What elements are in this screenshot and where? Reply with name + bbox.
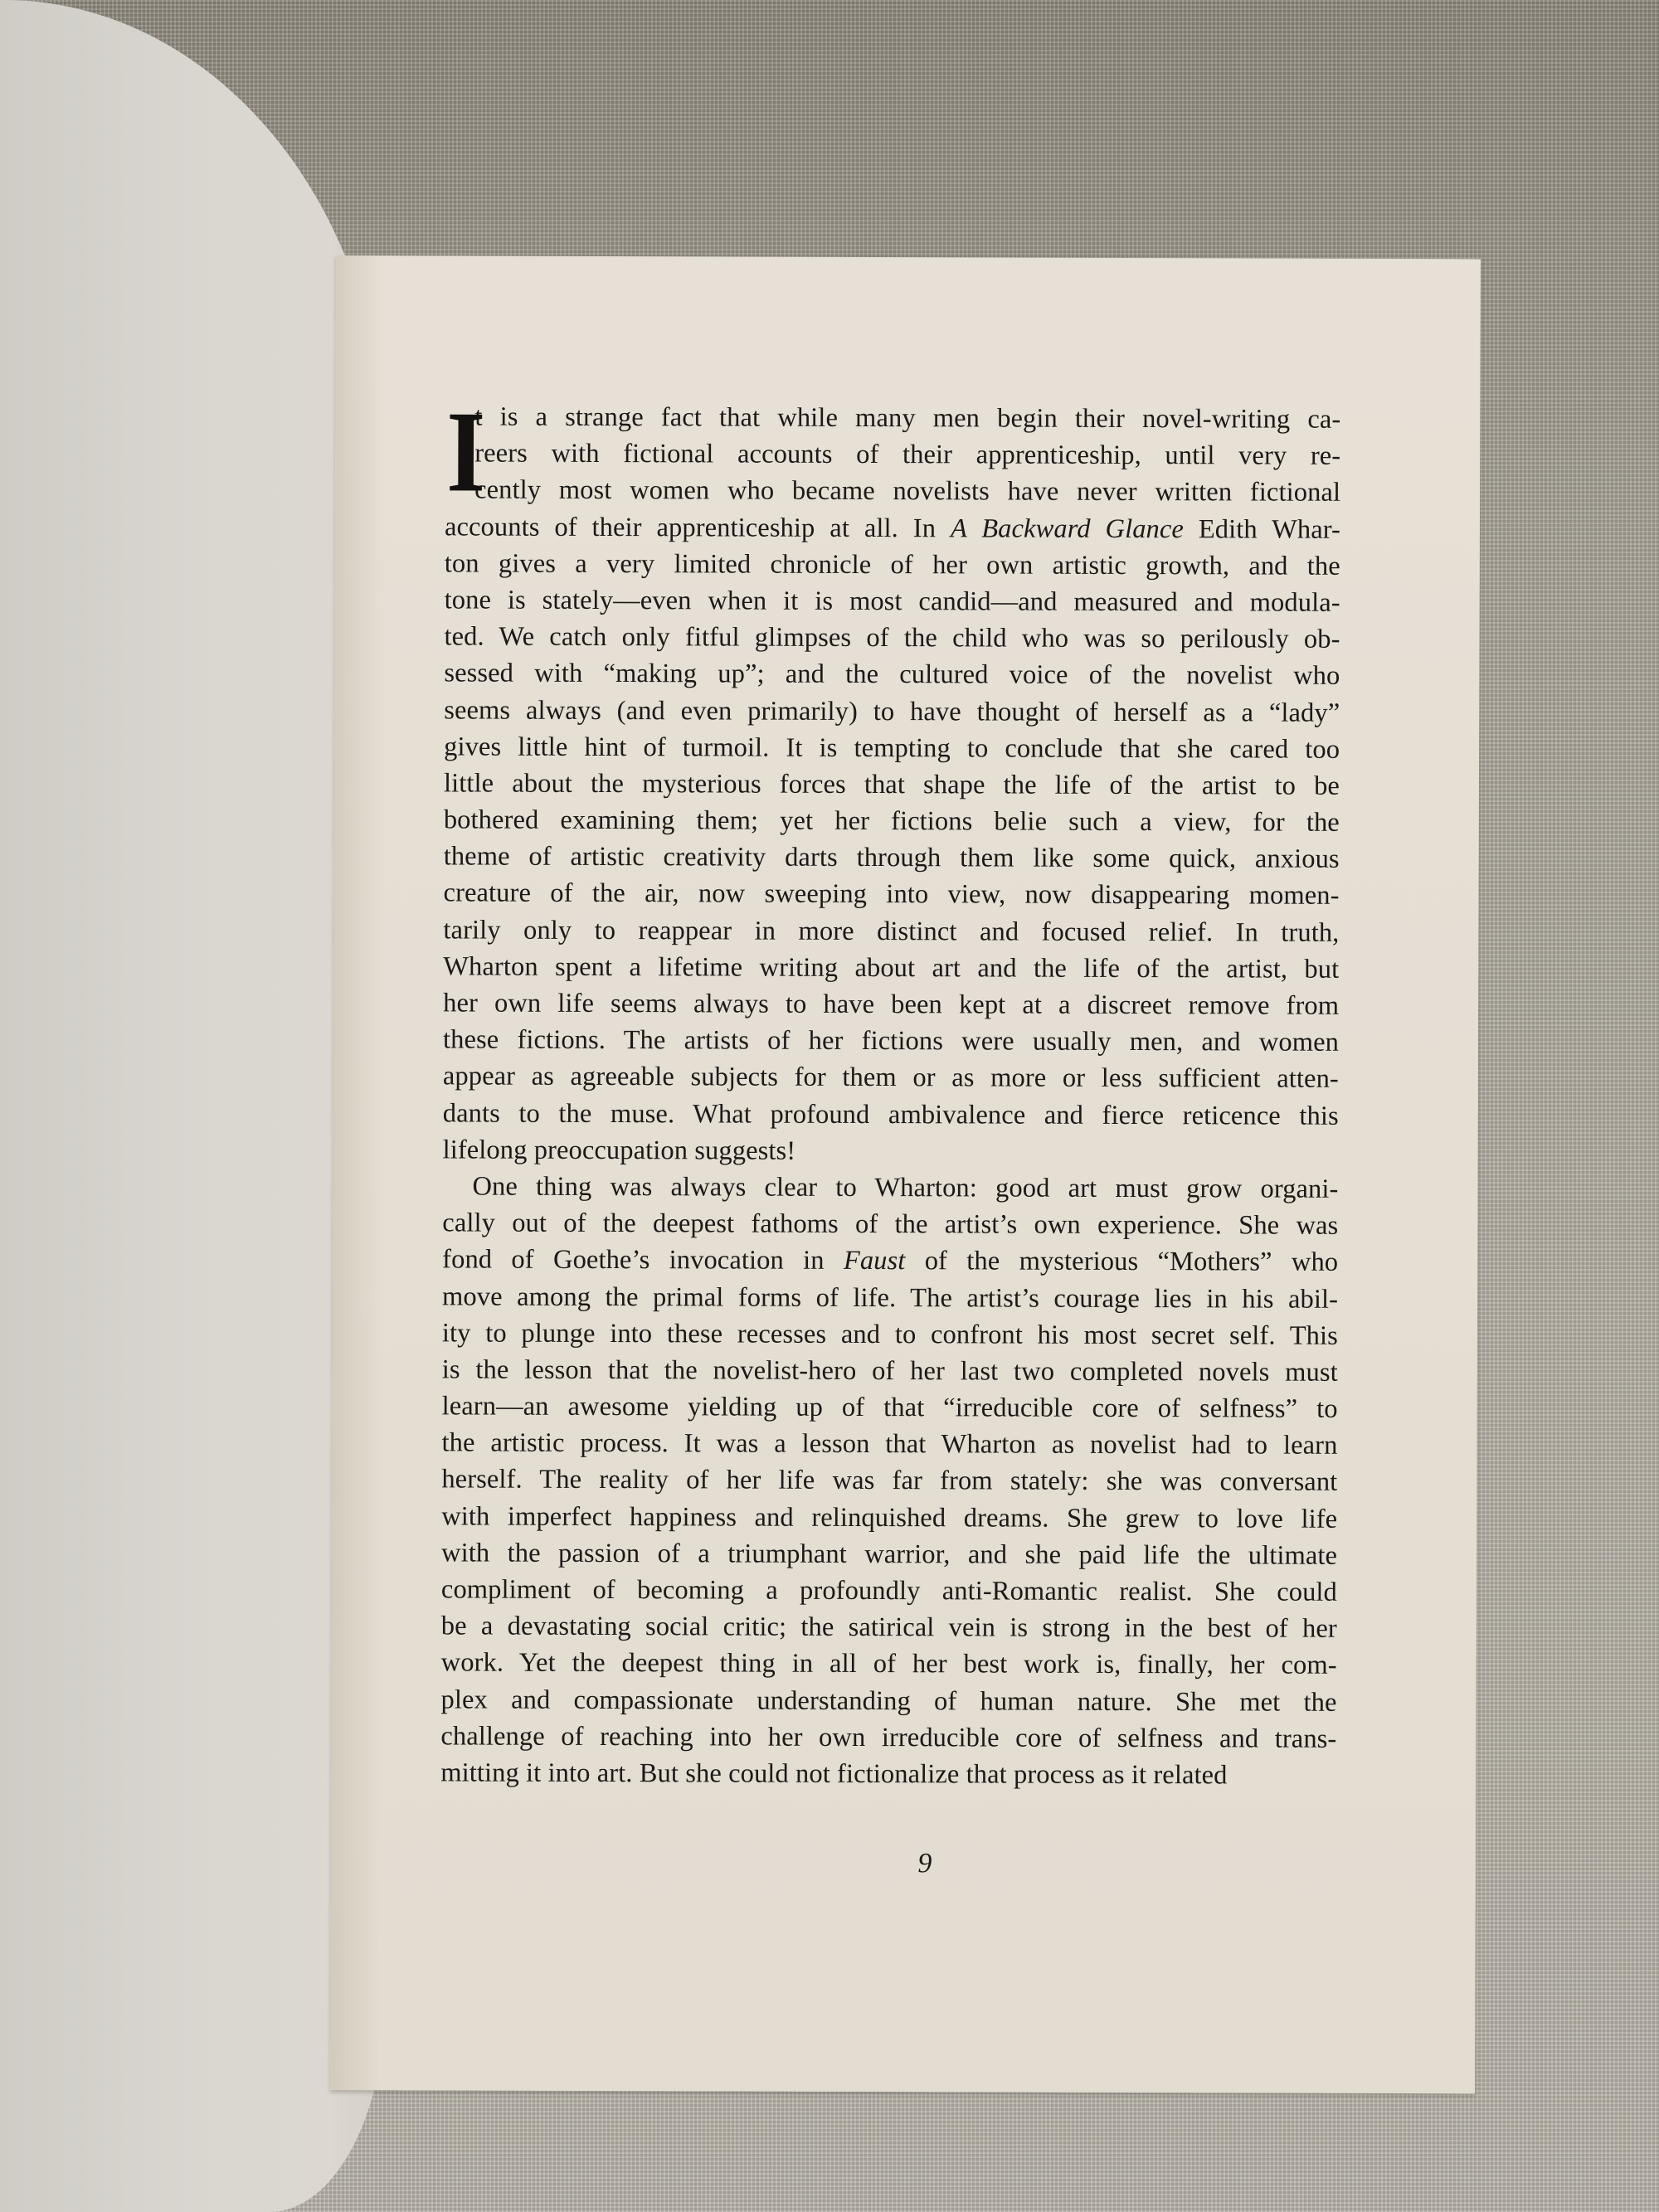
text-line: work. Yet the deepest thing in all of her best work is, finally, her com- (440, 1647, 1337, 1681)
text-line: be a devastating social critic; the satirical vein is strong in the best of her (440, 1611, 1337, 1644)
text-line: gives little hint of turmoil. It is tempting to conclude that she cared too (444, 732, 1340, 765)
paragraphs (440, 387, 1341, 1794)
text-line: these fictions. The artists of her fictions were usually men, and women (442, 1024, 1340, 1057)
text-line: cently most women who became novelists have never written fictional (474, 474, 1341, 508)
text-line: Wharton spent a lifetime writing about art and the life of the artist, but (443, 951, 1340, 984)
text-line: tone is stately—even when it is most candid—and measured and modula- (444, 585, 1340, 618)
text-line: tarily only to reappear in more distinct and focused relief. In truth, (443, 915, 1340, 948)
text-line: her own life seems always to have been kept at a discreet remove from (443, 988, 1340, 1021)
text-line: little about the mysterious forces that shape the life of the artist to be (443, 768, 1340, 801)
text-line: plex and compassionate understanding of human nature. She met the (440, 1684, 1337, 1718)
text-line: learn—an awesome yielding up of that “irreducible core of selfness” to (441, 1391, 1338, 1424)
text-line: challenge of reaching into her own irreducible core of selfness and trans- (440, 1721, 1337, 1754)
text-line: mitting it into art. But she could not fictionalize that process as it related (440, 1757, 1228, 1791)
gutter-shadow (330, 255, 386, 2090)
text-line: with the passion of a triumphant warrior, and she paid life the ultimate (441, 1538, 1338, 1571)
text-line: ted. We catch only fitful glimpses of the child who was so perilously ob- (444, 621, 1340, 654)
italic-title: A Backward Glance (950, 513, 1185, 544)
facing-left-page (0, 0, 386, 2212)
text-line: creature of the air, now sweeping into view, now disappearing momen- (443, 878, 1340, 912)
text-line: lifelong preoccupation suggests! (442, 1135, 796, 1166)
text-line: bothered examining them; yet her fictions belie such a view, for the (443, 805, 1340, 838)
text-line: fond of Goethe’s invocation in Faust of the mysterious “Mothers” who (442, 1244, 1339, 1278)
text-line: compliment of becoming a profoundly anti-Romantic realist. She could (440, 1574, 1337, 1607)
page-number: 9 (917, 1848, 932, 1879)
text-line: ity to plunge into these recesses and to confront his most secret self. This (441, 1318, 1338, 1351)
book-page (330, 255, 1481, 2093)
text-line: reers with fictional accounts of their apprenticeship, until very re- (474, 438, 1341, 471)
text-line: sessed with “making up”; and the cultured voice of the novelist who (444, 658, 1340, 692)
italic-title: Faust (843, 1246, 906, 1276)
text-line: move among the primal forms of life. The artist’s courage lies in his abil- (442, 1281, 1339, 1315)
text-line: ton gives a very limited chronicle of her own artistic growth, and the (444, 548, 1340, 581)
text-line: herself. The reality of her life was far from stately: she was conversant (441, 1464, 1338, 1498)
text-line: with imperfect happiness and relinquished dreams. She grew to love life (441, 1501, 1338, 1534)
text-line: is the lesson that the novelist-hero of her last two completed novels must (441, 1354, 1338, 1388)
text-line: accounts of their apprenticeship at all. In A Backward Glance Edith Whar- (444, 511, 1341, 545)
text-line: the artistic process. It was a lesson that Wharton as novelist had to learn (441, 1427, 1338, 1461)
text-line: t is a strange fact that while many men begin their novel-writing ca- (474, 401, 1341, 435)
text-line: appear as agreeable subjects for them or as more or less sufficient atten- (442, 1061, 1339, 1095)
text-line: theme of artistic creativity darts through them like some quick, anxious (443, 841, 1340, 875)
body-text (440, 387, 1341, 1794)
text-line: dants to the muse. What profound ambivalence and fierce reticence this (442, 1097, 1339, 1131)
text-line: cally out of the deepest fathoms of the artist’s own experience. She was (442, 1208, 1339, 1241)
text-line: One thing was always clear to Wharton: good art must grow organi- (472, 1171, 1339, 1204)
drop-cap: I (446, 387, 486, 517)
text-line: seems always (and even primarily) to have thought of herself as a “lady” (444, 694, 1340, 728)
